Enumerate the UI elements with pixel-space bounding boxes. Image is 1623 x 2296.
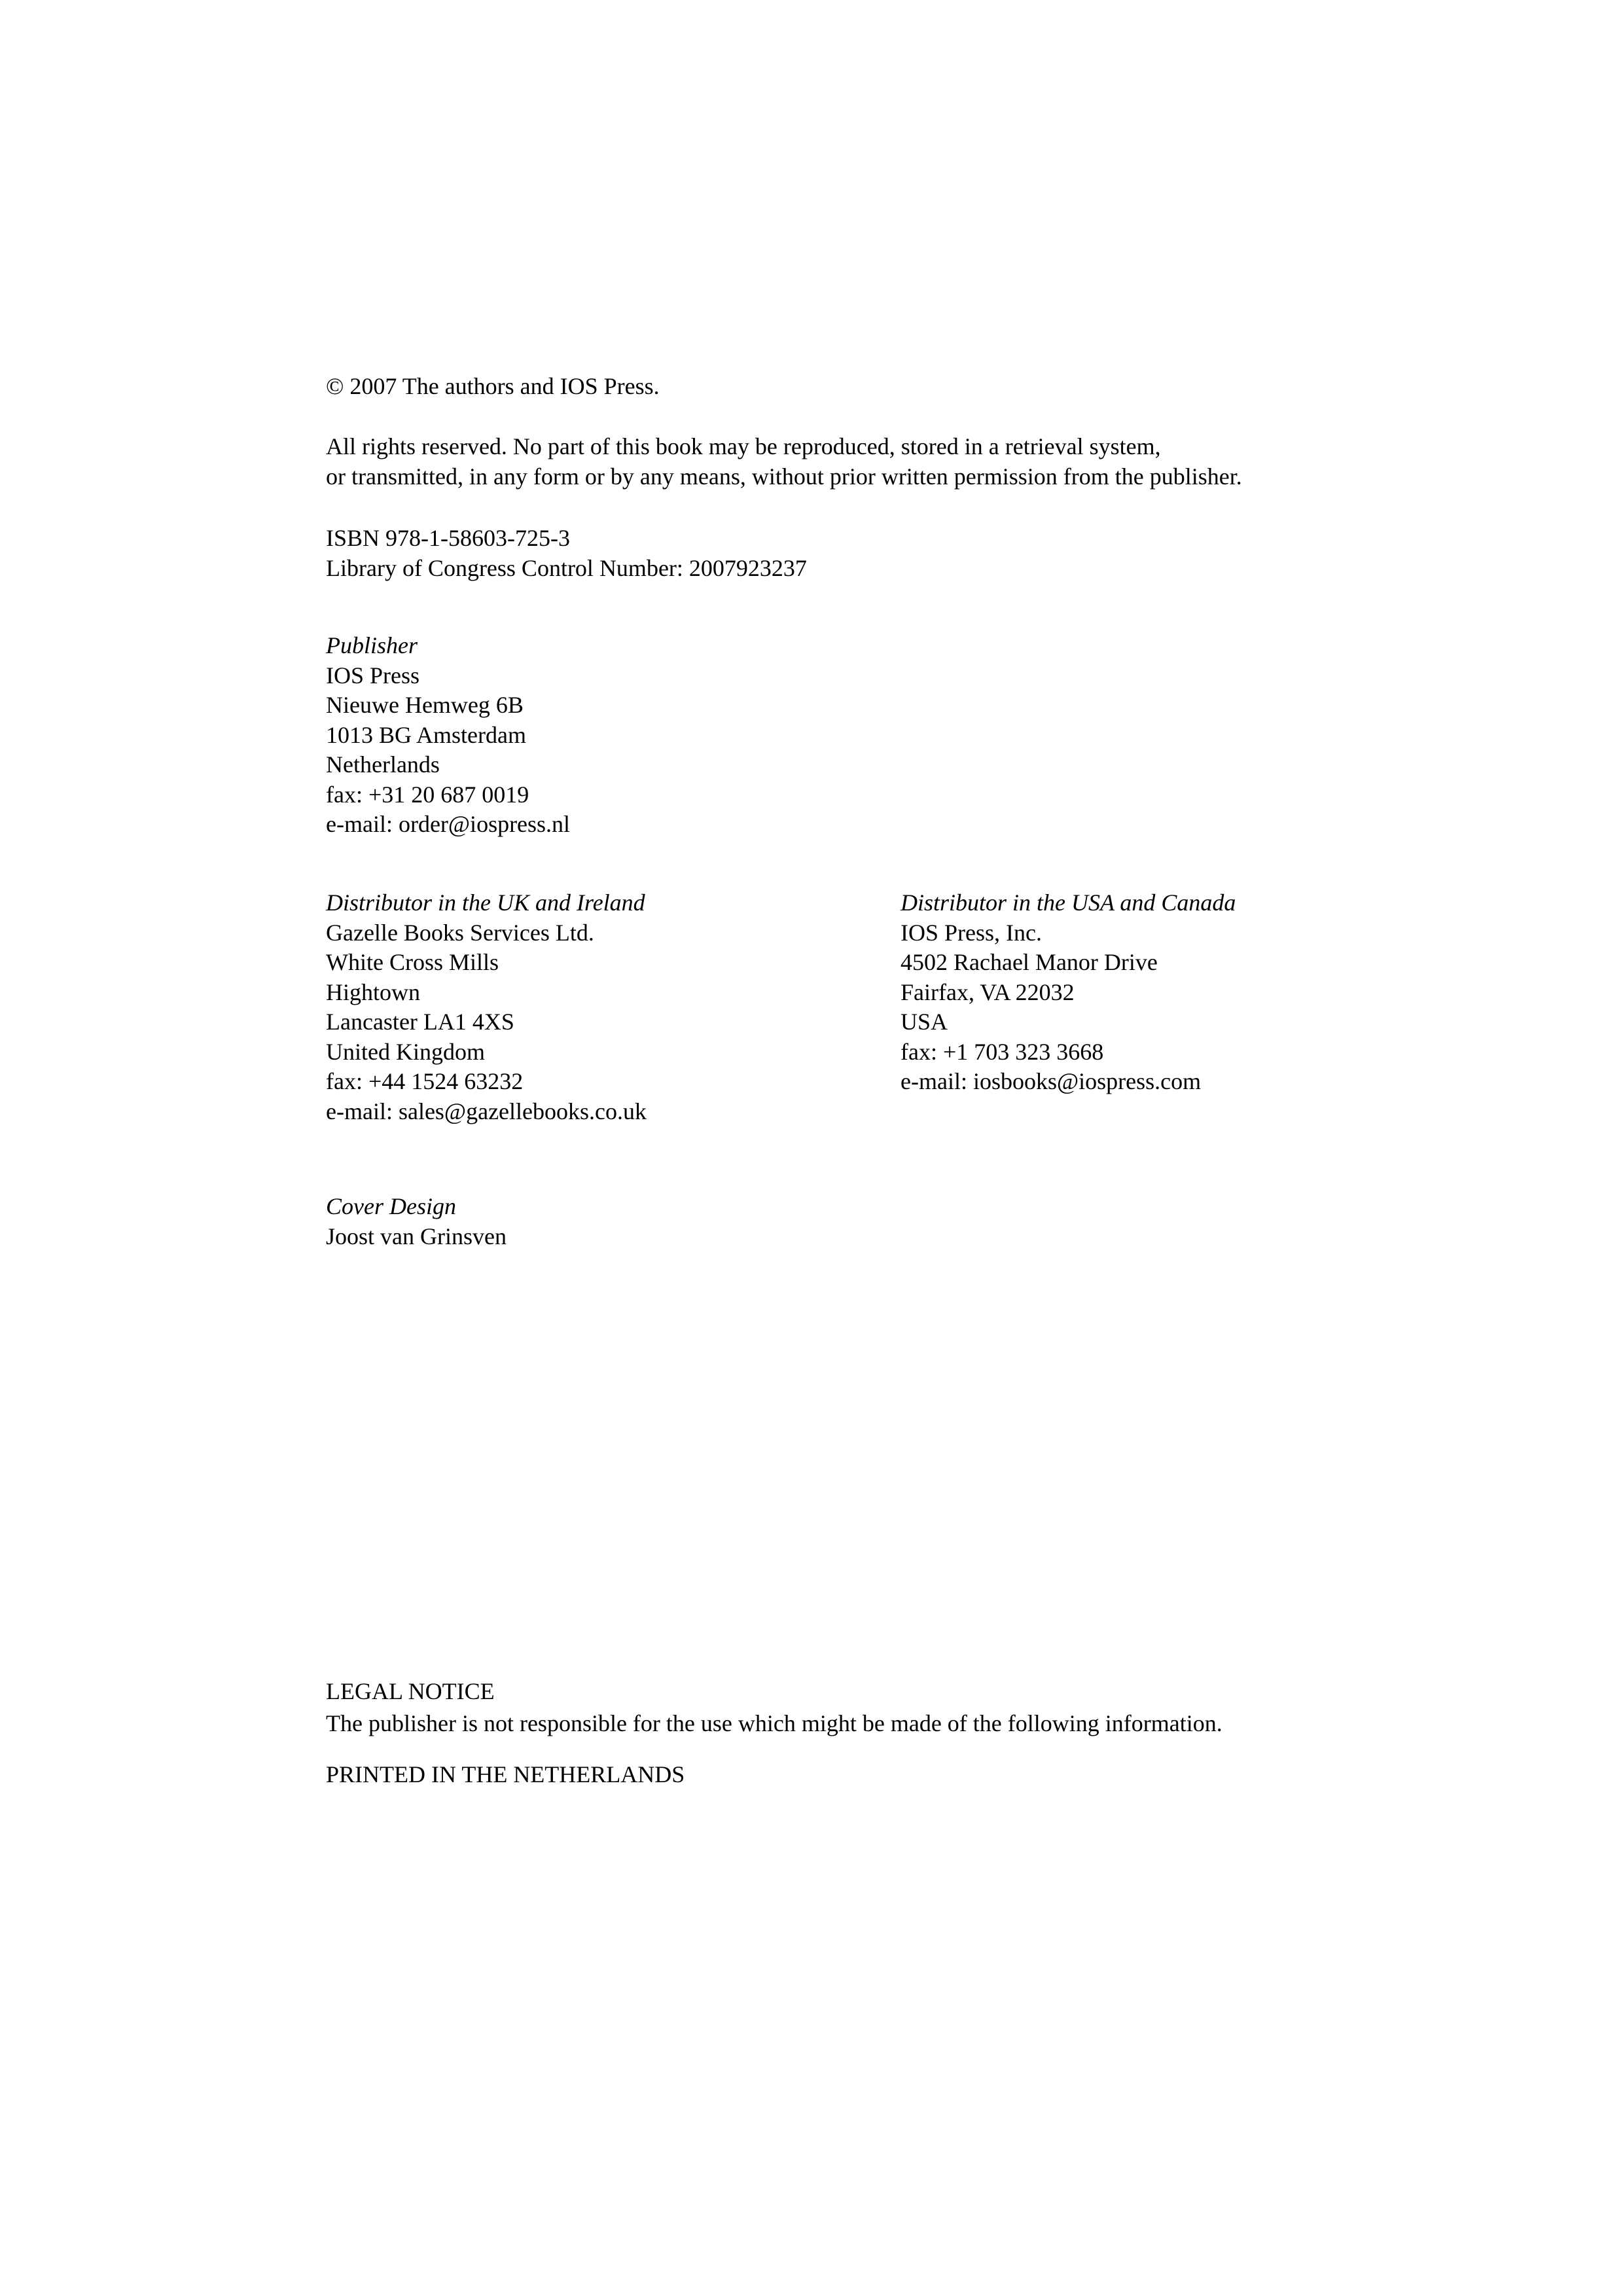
publisher-heading: Publisher bbox=[326, 632, 418, 658]
publisher-line: e-mail: order@iospress.nl bbox=[326, 811, 571, 837]
rights-statement bbox=[326, 432, 1242, 492]
publisher-block bbox=[326, 631, 570, 840]
distributor-usa-line: 4502 Rachael Manor Drive bbox=[901, 949, 1158, 975]
publisher-line: Nieuwe Hemweg 6B bbox=[326, 692, 524, 718]
printed-in-line: PRINTED IN THE NETHERLANDS bbox=[326, 1761, 685, 1787]
cover-design-block bbox=[326, 1192, 507, 1251]
legal-notice-heading bbox=[326, 1677, 495, 1707]
legal-text: The publisher is not responsible for the use which might be made of the following information. bbox=[326, 1710, 1222, 1736]
cover-design-heading: Cover Design bbox=[326, 1193, 456, 1219]
distributor-uk-line: Gazelle Books Services Ltd. bbox=[326, 919, 594, 946]
distributor-uk-line: United Kingdom bbox=[326, 1038, 485, 1065]
printed-in bbox=[326, 1760, 685, 1790]
identifiers bbox=[326, 524, 807, 583]
publisher-line: Netherlands bbox=[326, 751, 440, 778]
publisher-line: IOS Press bbox=[326, 662, 420, 689]
rights-line-1: All rights reserved. No part of this book may be reproduced, stored in a retrieval system, bbox=[326, 433, 1161, 459]
cover-designer-name: Joost van Grinsven bbox=[326, 1223, 507, 1249]
legal-notice-text bbox=[326, 1709, 1222, 1739]
rights-line-2: or transmitted, in any form or by any means, without prior written permission from the publisher. bbox=[326, 463, 1242, 490]
isbn: ISBN 978-1-58603-725-3 bbox=[326, 525, 570, 551]
publisher-line: 1013 BG Amsterdam bbox=[326, 721, 526, 748]
distributor-usa-block bbox=[901, 888, 1236, 1097]
distributor-uk-line: Lancaster LA1 4XS bbox=[326, 1009, 514, 1035]
distributor-usa-line: Fairfax, VA 22032 bbox=[901, 978, 1075, 1005]
distributor-usa-line: USA bbox=[901, 1009, 948, 1035]
lccn: Library of Congress Control Number: 2007923237 bbox=[326, 554, 807, 581]
distributor-uk-heading: Distributor in the UK and Ireland bbox=[326, 889, 645, 916]
copyright-notice bbox=[326, 372, 660, 402]
distributor-uk-line: fax: +44 1524 63232 bbox=[326, 1068, 524, 1094]
distributor-usa-line: fax: +1 703 323 3668 bbox=[901, 1038, 1104, 1065]
copyright-line: © 2007 The authors and IOS Press. bbox=[326, 373, 660, 399]
distributor-uk-line: White Cross Mills bbox=[326, 949, 499, 975]
distributor-usa-line: e-mail: iosbooks@iospress.com bbox=[901, 1068, 1202, 1094]
distributor-uk-block bbox=[326, 888, 647, 1126]
distributor-usa-line: IOS Press, Inc. bbox=[901, 919, 1042, 946]
distributor-usa-heading: Distributor in the USA and Canada bbox=[901, 889, 1236, 916]
distributor-uk-line: e-mail: sales@gazellebooks.co.uk bbox=[326, 1098, 647, 1124]
legal-heading: LEGAL NOTICE bbox=[326, 1678, 495, 1704]
publisher-line: fax: +31 20 687 0019 bbox=[326, 781, 529, 808]
distributor-uk-line: Hightown bbox=[326, 978, 420, 1005]
